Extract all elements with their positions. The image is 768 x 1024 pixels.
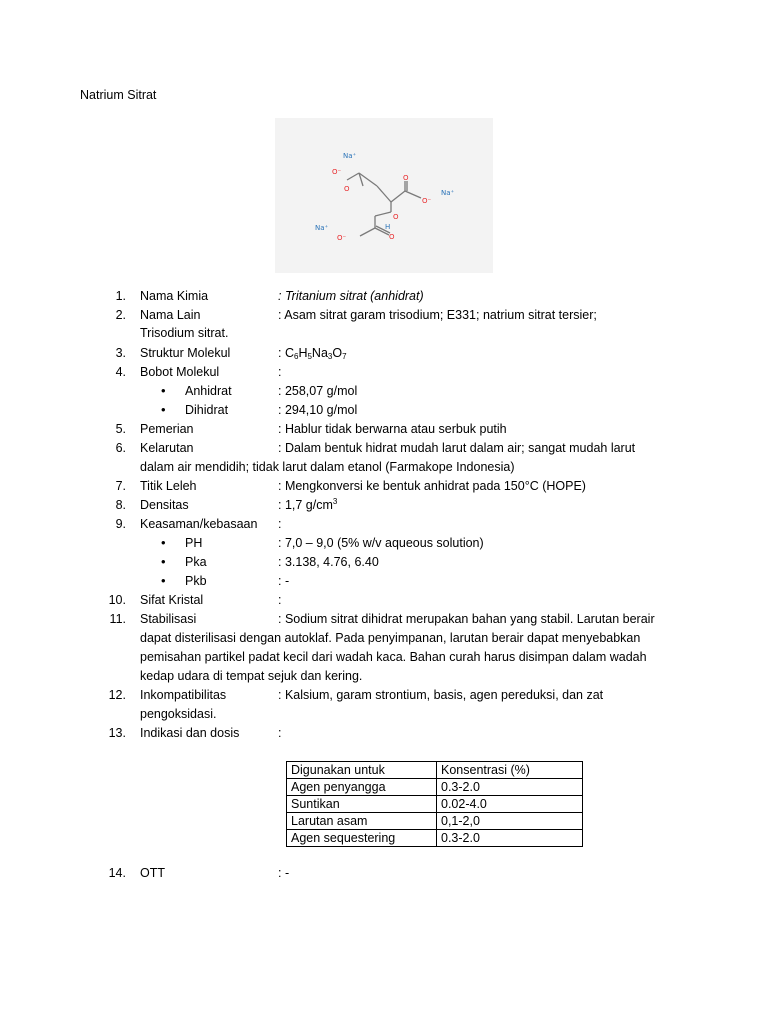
document-title: Natrium Sitrat bbox=[80, 88, 157, 102]
item-2-continuation: Trisodium sitrat. bbox=[140, 326, 229, 340]
sub-item-value: : 7,0 – 9,0 (5% w/v aqueous solution) bbox=[278, 536, 484, 550]
item-number: 11. bbox=[109, 612, 126, 626]
table-header-cell: Konsentrasi (%) bbox=[437, 762, 583, 779]
sodium-ion-label-right: Na⁺ bbox=[441, 189, 455, 197]
oxygen-ion-label-top: O⁻ bbox=[332, 168, 342, 176]
item-value: : Asam sitrat garam trisodium; E331; natrium sitrat tersier; bbox=[278, 308, 597, 322]
item-label: Stabilisasi bbox=[140, 612, 197, 626]
oxygen-label-3: O bbox=[389, 233, 395, 241]
molecular-structure-image bbox=[275, 118, 493, 273]
oxygen-ion-label-right: O⁻ bbox=[422, 197, 432, 205]
item-1 bbox=[0, 287, 768, 305]
table-row bbox=[287, 813, 583, 830]
sub-item-value: : 3.138, 4.76, 6.40 bbox=[278, 555, 379, 569]
item-number: 1. bbox=[115, 289, 126, 303]
item-label: Densitas bbox=[140, 498, 189, 512]
item-value: : - bbox=[278, 866, 290, 880]
item-6 bbox=[0, 439, 768, 457]
table-row bbox=[287, 830, 583, 847]
item-label: Sifat Kristal bbox=[140, 593, 204, 607]
item-number: 9. bbox=[115, 517, 126, 531]
oxygen-ion-label-left: O⁻ bbox=[337, 234, 347, 242]
sub-item bbox=[0, 572, 768, 590]
bullet-icon: • bbox=[161, 383, 166, 398]
item-number: 6. bbox=[115, 441, 126, 455]
sub-item-value: : - bbox=[278, 574, 290, 588]
item-label: Indikasi dan dosis bbox=[140, 726, 240, 740]
bullet-icon: • bbox=[161, 554, 166, 569]
item-number: 7. bbox=[115, 479, 126, 493]
sub-item-label: Pkb bbox=[185, 574, 207, 588]
item-number: 14. bbox=[108, 866, 126, 880]
item-value: : bbox=[278, 365, 282, 379]
item-label: Nama Lain bbox=[140, 308, 201, 322]
table-cell: Suntikan bbox=[287, 796, 437, 813]
item-7 bbox=[0, 477, 768, 495]
item-value: : bbox=[278, 726, 282, 740]
table-row bbox=[287, 796, 583, 813]
item-14 bbox=[0, 864, 768, 882]
sub-item-value: : 294,10 g/mol bbox=[278, 403, 358, 417]
item-label: Keasaman/kebasaan bbox=[140, 517, 258, 531]
item-label: Titik Leleh bbox=[140, 479, 197, 493]
oxygen-label-2: O bbox=[403, 174, 409, 182]
item-12 bbox=[0, 686, 768, 704]
sodium-ion-label-top: Na⁺ bbox=[343, 152, 357, 160]
item-5 bbox=[0, 420, 768, 438]
item-2 bbox=[0, 306, 768, 324]
item-label: Pemerian bbox=[140, 422, 194, 436]
sub-item bbox=[0, 382, 768, 400]
item-number: 5. bbox=[115, 422, 126, 436]
item-number: 13. bbox=[108, 726, 126, 740]
item-label: OTT bbox=[140, 866, 165, 880]
item-number: 8. bbox=[115, 498, 126, 512]
item-6-continuation: dalam air mendidih; tidak larut dalam etanol (Farmakope Indonesia) bbox=[140, 460, 515, 474]
item-8 bbox=[0, 496, 768, 514]
sub-item bbox=[0, 401, 768, 419]
sub-item-label: PH bbox=[185, 536, 203, 550]
item-value: : Tritanium sitrat (anhidrat) bbox=[278, 289, 424, 303]
table-cell: Larutan asam bbox=[287, 813, 437, 830]
sub-item-label: Anhidrat bbox=[185, 384, 232, 398]
item-label: Nama Kimia bbox=[140, 289, 209, 303]
sodium-citrate-structure bbox=[275, 118, 493, 273]
item-11-continuation: pemisahan partikel padat kecil dari wadah kaca. Bahan curah harus disimpan dalam wadah bbox=[140, 650, 647, 664]
item-value: : Mengkonversi ke bentuk anhidrat pada 150°C (HOPE) bbox=[278, 479, 586, 493]
item-10 bbox=[0, 591, 768, 609]
item-label: Kelarutan bbox=[140, 441, 194, 455]
item-number: 3. bbox=[115, 346, 126, 360]
item-label: Struktur Molekul bbox=[140, 346, 231, 360]
item-number: 2. bbox=[115, 308, 126, 322]
table-cell: 0.3-2.0 bbox=[437, 830, 583, 847]
sub-item bbox=[0, 534, 768, 552]
sub-item-label: Dihidrat bbox=[185, 403, 229, 417]
oxygen-label-1: O bbox=[344, 185, 350, 193]
item-11-continuation: kedap udara di tempat sejuk dan kering. bbox=[140, 669, 363, 683]
item-value: : bbox=[278, 517, 282, 531]
bullet-icon: • bbox=[161, 535, 166, 550]
item-11 bbox=[0, 610, 768, 628]
item-value: : Sodium sitrat dihidrat merupakan bahan yang stabil. Larutan berair bbox=[278, 612, 655, 626]
item-13 bbox=[0, 724, 768, 742]
sub-item bbox=[0, 553, 768, 571]
item-value: : bbox=[278, 593, 282, 607]
sodium-ion-label-left: Na⁺ bbox=[315, 224, 329, 232]
table-cell: 0.02-4.0 bbox=[437, 796, 583, 813]
item-value: : Dalam bentuk hidrat mudah larut dalam air; sangat mudah larut bbox=[278, 441, 636, 455]
item-number: 10. bbox=[108, 593, 126, 607]
item-3 bbox=[0, 344, 768, 362]
item-12-continuation: pengoksidasi. bbox=[140, 707, 217, 721]
sub-item-label: Pka bbox=[185, 555, 207, 569]
item-number: 12. bbox=[108, 688, 126, 702]
hydrogen-label: H bbox=[385, 223, 391, 231]
sub-item-value: : 258,07 g/mol bbox=[278, 384, 358, 398]
table-cell: Agen sequestering bbox=[287, 830, 437, 847]
table-row bbox=[287, 779, 583, 796]
bullet-icon: • bbox=[161, 402, 166, 417]
item-4 bbox=[0, 363, 768, 381]
item-label: Inkompatibilitas bbox=[140, 688, 227, 702]
table-cell: 0.3-2.0 bbox=[437, 779, 583, 796]
hydroxyl-oxygen-label: O bbox=[393, 213, 399, 221]
bullet-icon: • bbox=[161, 573, 166, 588]
item-value: : 1,7 $g/cm^3$ bbox=[278, 497, 338, 512]
molecular-formula: : $C_6H_5Na_3O_7$ bbox=[278, 346, 347, 361]
table-header-row bbox=[287, 762, 583, 779]
item-value: : Kalsium, garam strontium, basis, agen pereduksi, dan zat bbox=[278, 688, 604, 702]
item-11-continuation: dapat disterilisasi dengan autoklaf. Pada penyimpanan, larutan berair dapat menyebabkan bbox=[140, 631, 641, 645]
item-label: Bobot Molekul bbox=[140, 365, 220, 379]
table-header-cell: Digunakan untuk bbox=[287, 762, 437, 779]
item-value: : Hablur tidak berwarna atau serbuk putih bbox=[278, 422, 507, 436]
table-cell: 0,1-2,0 bbox=[437, 813, 583, 830]
item-9 bbox=[0, 515, 768, 533]
table-cell: Agen penyangga bbox=[287, 779, 437, 796]
item-number: 4. bbox=[115, 365, 126, 379]
dose-table bbox=[286, 761, 583, 847]
